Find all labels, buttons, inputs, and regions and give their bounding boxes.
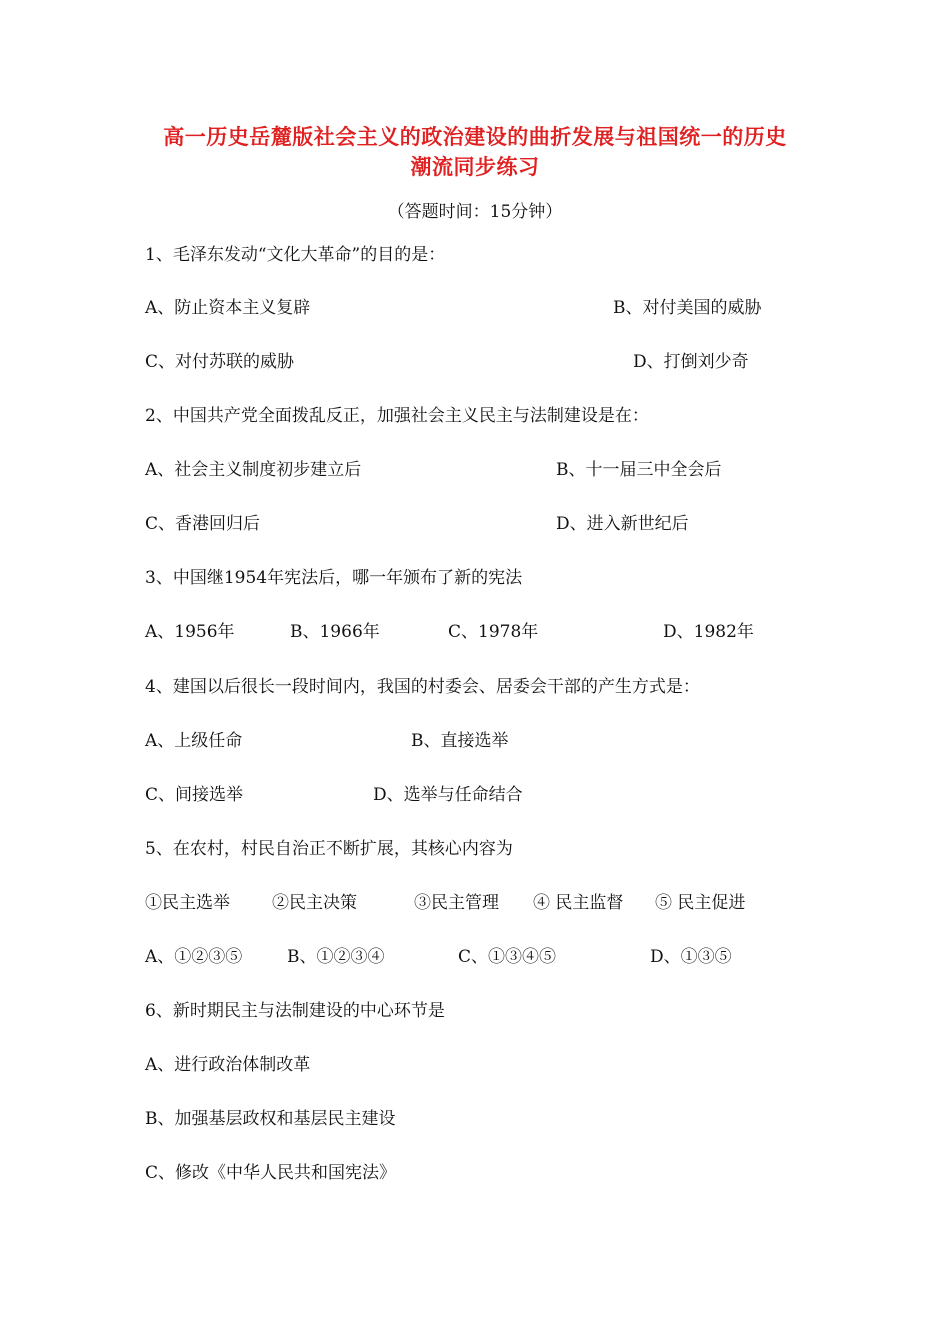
question-5-item-5: ⑤ 民主促进	[655, 893, 746, 913]
question-4-option-b: B、直接选举	[411, 731, 509, 751]
question-5-item-4: ④ 民主监督	[533, 893, 624, 913]
question-1-stem: 1、毛泽东发动“文化大革命”的目的是：	[145, 245, 446, 265]
question-2-stem: 2、中国共产党全面拨乱反正，加强社会主义民主与法制建设是在：	[145, 406, 649, 426]
document-title: 高一历史岳麓版社会主义的政治建设的曲折发展与祖国统一的历史	[163, 124, 787, 149]
question-5-stem: 5、在农村，村民自治正不断扩展，其核心内容为	[145, 839, 513, 859]
question-1-option-c: C、对付苏联的威胁	[145, 352, 295, 372]
question-5-item-1: ①民主选举	[145, 893, 230, 913]
question-5-option-c: C、①③④⑤	[458, 947, 557, 967]
question-4-option-a: A、上级任命	[145, 731, 243, 751]
question-6-stem: 6、新时期民主与法制建设的中心环节是	[145, 1001, 445, 1021]
question-2-option-a: A、社会主义制度初步建立后	[145, 460, 362, 480]
question-3-option-c: C、1978年	[448, 622, 539, 642]
question-2-option-d: D、进入新世纪后	[556, 514, 689, 534]
question-2-option-c: C、香港回归后	[145, 514, 261, 534]
question-1-option-b: B、对付美国的威胁	[613, 298, 762, 318]
question-5-item-3: ③民主管理	[414, 893, 499, 913]
question-6-option-c: C、修改《中华人民共和国宪法》	[145, 1163, 397, 1183]
question-4-option-c: C、间接选举	[145, 785, 244, 805]
question-3-option-b: B、1966年	[290, 622, 380, 642]
question-5-option-a: A、①②③⑤	[145, 947, 243, 967]
question-5-item-2: ②民主决策	[272, 893, 357, 913]
question-4-stem: 4、建国以后很长一段时间内，我国的村委会、居委会干部的产生方式是：	[145, 677, 700, 697]
question-6-option-a: A、进行政治体制改革	[145, 1055, 311, 1075]
question-4-option-d: D、选举与任命结合	[373, 785, 523, 805]
question-1-option-a: A、防止资本主义复辟	[145, 298, 311, 318]
question-1-option-d: D、打倒刘少奇	[633, 352, 749, 372]
question-6-option-b: B、加强基层政权和基层民主建设	[145, 1109, 396, 1129]
question-5-option-d: D、①③⑤	[650, 947, 732, 967]
question-5-option-b: B、①②③④	[287, 947, 385, 967]
question-3-stem: 3、中国继1954年宪法后，哪一年颁布了新的宪法	[145, 568, 523, 588]
question-3-option-a: A、1956年	[145, 622, 235, 642]
answer-time-note: （答题时间：15分钟）	[387, 202, 563, 222]
question-2-option-b: B、十一届三中全会后	[556, 460, 722, 480]
question-3-option-d: D、1982年	[663, 622, 754, 642]
document-title-continued: 潮流同步练习	[410, 154, 540, 179]
